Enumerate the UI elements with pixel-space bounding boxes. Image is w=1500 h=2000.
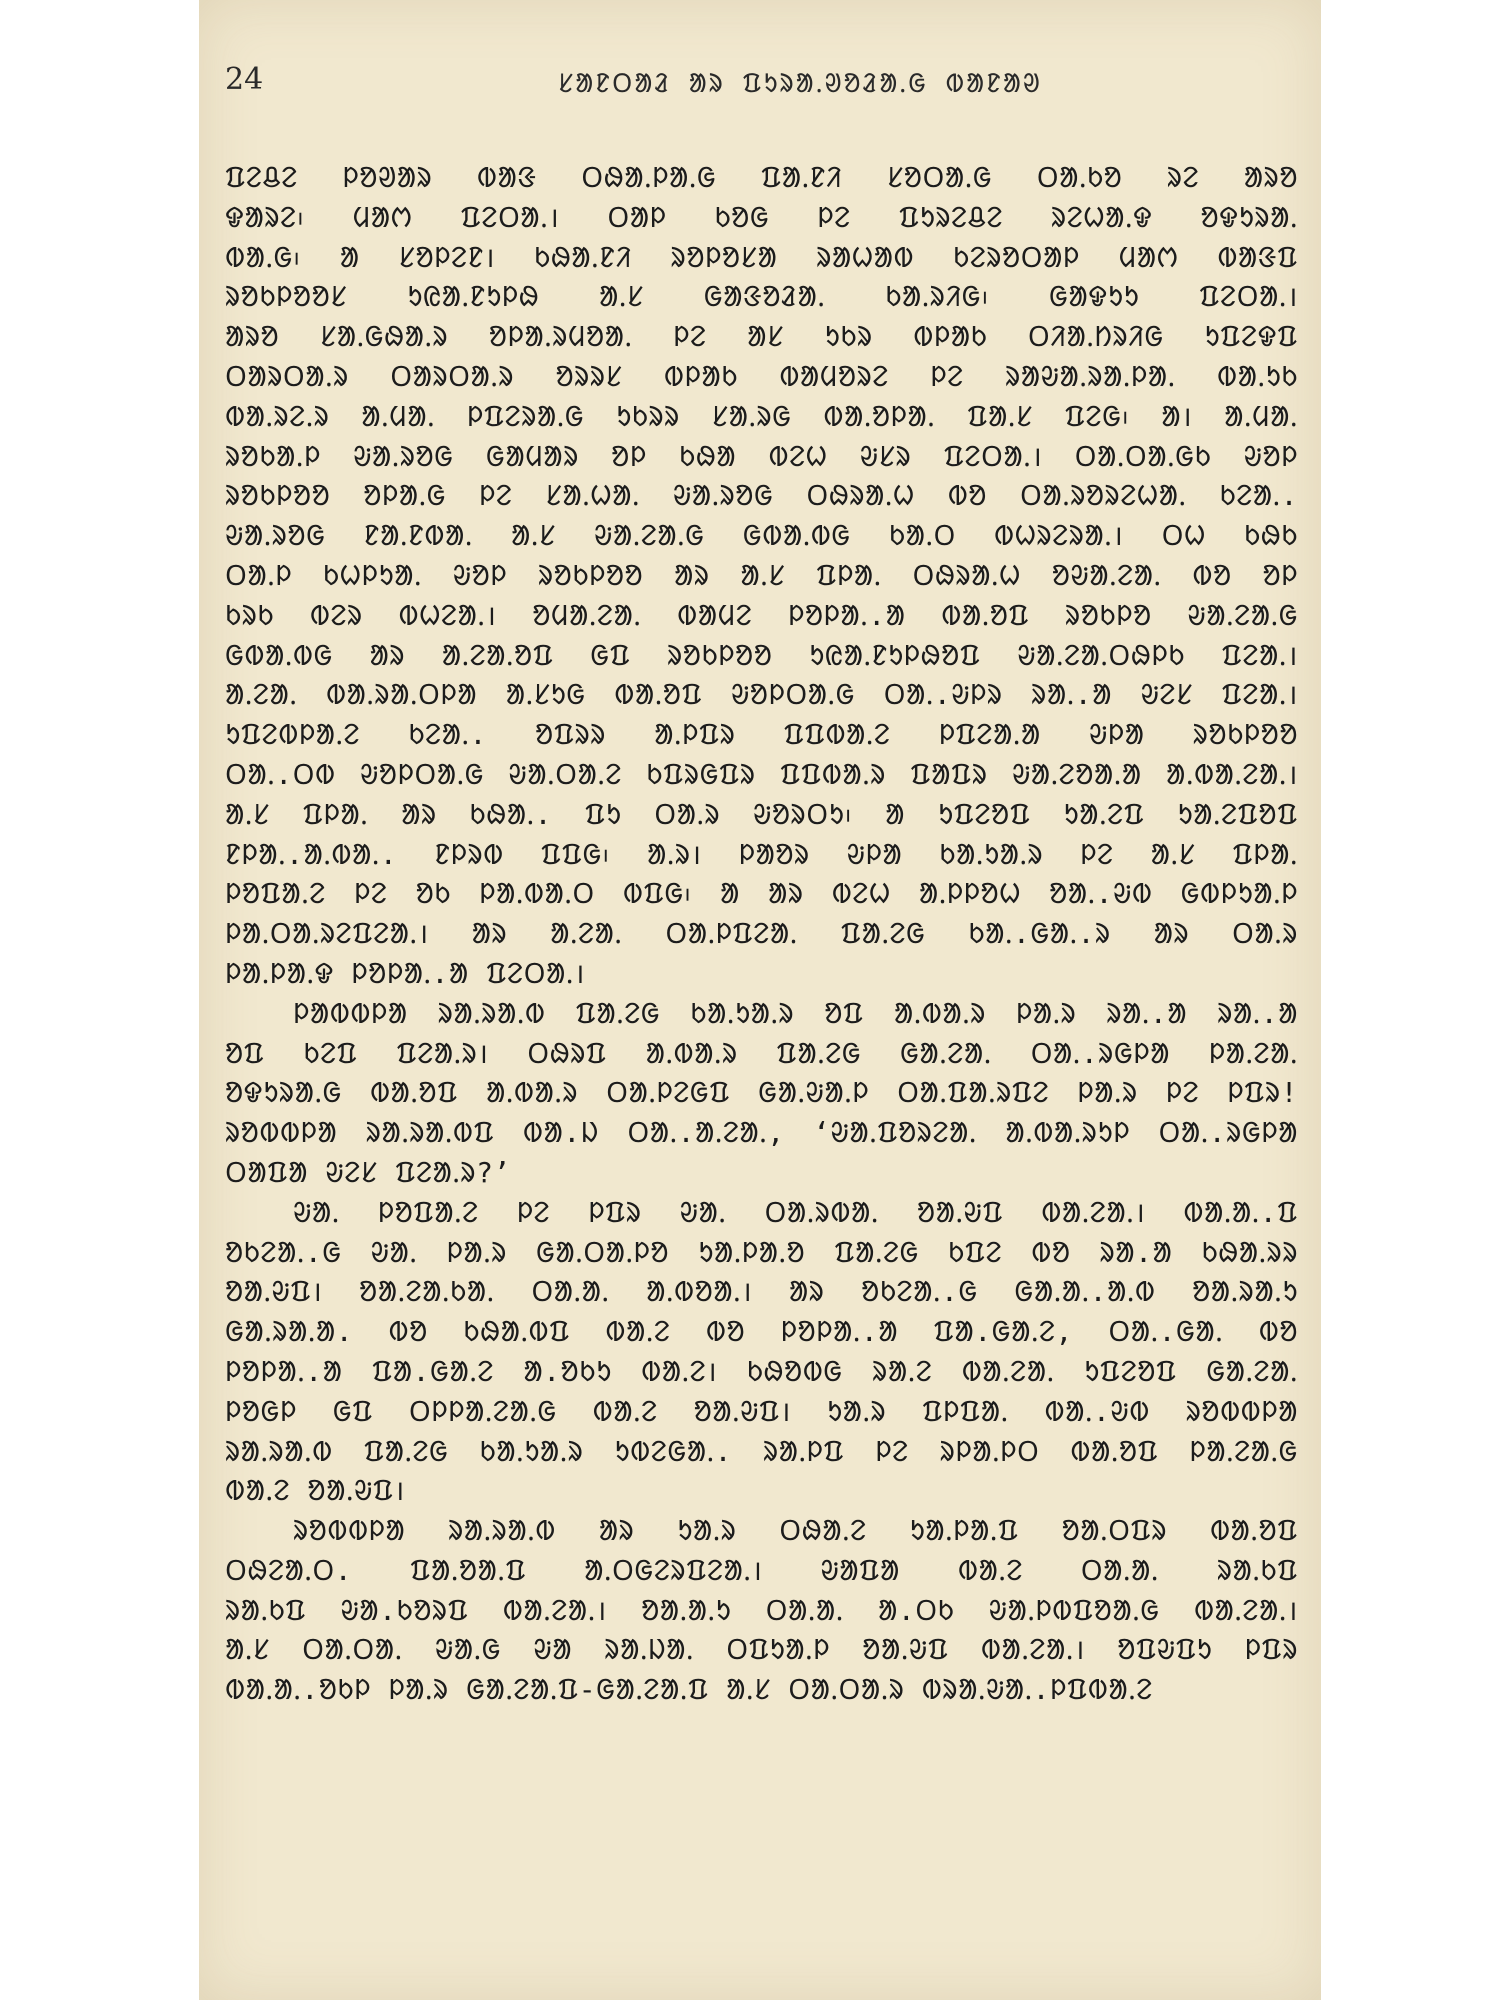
text-line: ᱞᱚᱯᱟᱹᱮ ᱞᱮ ᱚᱠ ᱞᱟᱹᱵᱟᱹᱛ ᱵᱯᱜ᱾ ᱟ ᱟᱨ ᱵᱮᱦ ᱟᱹᱞᱞᱚᱦ ᱚᱟᱹ.ᱶᱵ ᱜᱵᱞᱩᱟᱹᱞ bbox=[225, 877, 1298, 911]
page-header bbox=[199, 62, 1321, 102]
text-line: ᱞᱟᱵᱵᱞᱟ ᱨᱟᱹᱨᱟᱹᱵ ᱯᱟᱹᱮᱜ ᱠᱟᱹᱩᱟᱹᱨ ᱚᱯ ᱟᱹᱵᱟᱹᱨ ᱞᱟᱹᱨ ᱨᱟᱹ.ᱟ ᱨᱟᱹ.ᱟ bbox=[293, 996, 1298, 1030]
text-line: ᱯᱮᱪᱮ ᱞᱚᱣᱟᱨ ᱵᱟᱝ ᱛᱷᱟᱹᱞᱟᱹᱜ ᱯᱟᱹᱱᱤ ᱥᱚᱛᱟᱹᱜ ᱛᱟᱹᱠᱚ ᱨᱮ ᱟᱨᱚ bbox=[225, 161, 1298, 194]
text-line: ᱶᱟᱹᱨᱚᱜ ᱱᱟᱹᱱᱵᱟᱹ ᱟᱹᱥ ᱶᱟᱹᱮᱟᱹᱜ ᱜᱵᱟᱹᱵᱜ ᱠᱟᱹᱛ ᱵᱦᱨᱮᱨᱟᱹ। ᱛᱦ ᱠᱷᱠ bbox=[225, 519, 1298, 553]
text-line: ᱵᱟᱹᱮ ᱚᱟᱹᱶᱯ। bbox=[225, 1474, 405, 1508]
text-line: ᱜᱵᱟᱹᱵᱜ ᱟᱨ ᱟᱹᱮᱟᱹᱚᱯ ᱜᱯ ᱨᱚᱠᱞᱚᱚ ᱩᱭᱟᱹᱱᱩᱞᱷᱚᱯ ᱶᱟᱹᱮᱟᱹᱛᱷᱞᱠ ᱯᱮᱟᱹ। bbox=[225, 638, 1298, 672]
text-line: ᱱᱞᱟᱹ.ᱟᱹᱵᱟᱹ. ᱱᱞᱨᱵ ᱯᱯᱜ᱾ ᱟᱹᱨ। ᱞᱟᱚᱨ ᱶᱞᱟ ᱠᱟᱹᱩᱟᱹᱨ ᱞᱮ ᱟᱹᱥ ᱯᱞᱟᱹ bbox=[225, 837, 1298, 871]
text-line: ᱨᱚᱠᱞᱚᱚ ᱚᱞᱟᱹᱜ ᱞᱮ ᱥᱟᱹᱦᱟᱹ ᱶᱟᱹᱨᱚᱜ ᱛᱷᱨᱟᱹᱦ ᱵᱚ ᱛᱟᱹᱨᱚᱨᱮᱦᱟᱹ ᱠᱮᱟᱹ. bbox=[225, 479, 1298, 513]
text-line: ᱨᱟᱹᱨᱟᱹᱵ ᱯᱟᱹᱮᱜ ᱠᱟᱹᱩᱟᱹᱨ ᱩᱵᱮᱜᱟᱹ. ᱨᱟᱹᱞᱯ ᱞᱮ ᱨᱞᱟᱹᱞᱛ ᱵᱟᱹᱚᱯ ᱞᱟᱹᱮᱟᱹᱜ bbox=[225, 1434, 1298, 1468]
text-line: ᱟᱹᱥ ᱯᱞᱟᱹ ᱟᱨ ᱠᱷᱟᱹ. ᱯᱩ ᱛᱟᱹᱨ ᱶᱚᱨᱛᱩ᱾ ᱟ ᱩᱯᱮᱚᱯ ᱩᱟᱹᱮᱯ ᱩᱟᱹᱮᱯᱚᱯ bbox=[225, 797, 1298, 831]
text-line: ᱞᱟᱹᱛᱟᱹᱨᱮᱯᱮᱟᱹ। ᱟᱨ ᱟᱹᱮᱟᱹ ᱛᱟᱹᱞᱯᱮᱟᱹ ᱯᱟᱹᱮᱜ ᱠᱟᱹ.ᱜᱟᱹ.ᱨ ᱟᱨ ᱛᱟᱹᱨ bbox=[225, 917, 1298, 951]
page-number: 24 bbox=[225, 62, 264, 97]
text-line: ᱞᱟᱹᱞᱟᱹᱫ ᱞᱚᱞᱟᱹ.ᱟ ᱯᱮᱛᱟᱹ। bbox=[225, 956, 585, 990]
text-line: ᱟᱹᱮᱟᱹ ᱵᱟᱹᱨᱟᱹᱛᱞᱟ ᱟᱹᱥᱩᱜ ᱵᱟᱹᱚᱯ ᱶᱚᱞᱛᱟᱹᱜ ᱛᱟᱹ.ᱶᱞᱨ ᱨᱟᱹ.ᱟ ᱶᱮᱥ ᱯᱮᱟᱹ। bbox=[225, 678, 1298, 712]
text-line: ᱨᱚᱵᱵᱞᱟ ᱨᱟᱹᱨᱟᱹᱵᱯ ᱵᱟ.ᱡ ᱛᱟᱹ.ᱟᱹᱮᱟᱹ, ‘ᱶᱟᱹᱯᱚᱨᱮᱟᱹ ᱟᱹᱵᱟᱹᱨᱩᱞ ᱛᱟᱹ.ᱨᱜᱞᱟ bbox=[225, 1116, 1298, 1150]
text-line: ᱞᱚᱞᱟᱹ.ᱟ ᱯᱟ.ᱜᱟᱹᱮ ᱟ.ᱚᱠᱩ ᱵᱟᱹᱮ। ᱠᱷᱚᱵᱜ ᱨᱟᱹᱮ ᱵᱟᱹᱮᱟᱹ ᱩᱯᱮᱚᱯ ᱜᱟᱹᱮᱟᱹ bbox=[225, 1354, 1298, 1388]
text-line: ᱫᱟᱨᱮ᱾ ᱢᱟᱬ ᱯᱮᱛᱟᱹ। ᱛᱟᱞ ᱠᱚᱜ ᱞᱮ ᱯᱩᱨᱮᱪᱮ ᱨᱮᱦᱟᱹᱫ ᱚᱫᱩᱨᱟᱹ bbox=[225, 200, 1298, 234]
text-line: ᱛᱟᱯᱟ ᱶᱮᱥ ᱯᱮᱟᱹᱨ?’ bbox=[225, 1155, 511, 1189]
running-head: ᱥᱟᱱᱛᱟᱲ ᱟᱨ ᱯᱩᱨᱟᱹᱣᱚᱲᱟᱹᱜ ᱵᱟᱱᱟᱣ bbox=[558, 69, 1042, 99]
text-line: ᱨᱚᱵᱵᱞᱟ ᱨᱟᱹᱨᱟᱹᱵ ᱟᱨ ᱩᱟᱹᱨ ᱛᱷᱟᱹᱮ ᱩᱟᱹᱞᱟᱹᱯ ᱚᱟᱹᱛᱯᱨ ᱵᱟᱹᱚᱯ bbox=[293, 1514, 1298, 1548]
body-text bbox=[225, 158, 1298, 1710]
text-line: ᱵᱟᱹᱟᱹ.ᱚᱠᱞ ᱞᱟᱹᱨ ᱜᱟᱹᱮᱟᱹᱯ-ᱜᱟᱹᱮᱟᱹᱯ ᱟᱹᱥ ᱛᱟᱹᱛᱟᱹᱨ ᱵᱨᱟᱹᱶᱟᱹ.ᱞᱯᱵᱟᱹᱮ bbox=[225, 1673, 1153, 1707]
text-line: ᱨᱚᱠᱞᱚᱚᱥ ᱩᱭᱟᱹᱱᱩᱞᱷ ᱟᱹᱥ ᱜᱟᱝᱚᱲᱟᱹ ᱠᱟᱹᱨᱤᱜ᱾ ᱜᱟᱫᱩᱩ ᱯᱮᱛᱟᱹ। bbox=[225, 280, 1298, 314]
text-line: ᱟᱹᱥ ᱛᱟᱹᱛᱟᱹ ᱶᱟᱹᱜ ᱶᱟ ᱨᱟᱹᱡᱟᱹ ᱛᱯᱩᱟᱹᱞ ᱚᱟᱹᱶᱯ ᱵᱟᱹᱮᱟᱹ। ᱚᱯᱶᱯᱩ ᱞᱯᱨ bbox=[225, 1633, 1298, 1667]
text-line: ᱛᱷᱮᱟᱹᱛ. ᱯᱟᱹᱚᱟᱹᱯ ᱟᱹᱛᱜᱮᱨᱯᱮᱟᱹ। ᱶᱟᱯᱟ ᱵᱟᱹᱮ ᱛᱟᱹᱟᱹ ᱨᱟᱹᱠᱯ bbox=[225, 1553, 1298, 1587]
text-line: ᱟᱨᱚ ᱥᱟᱹᱜᱷᱟᱹᱨ ᱚᱞᱟᱹᱨᱢᱚᱟᱹ ᱞᱮ ᱟᱥ ᱩᱠᱨ ᱵᱞᱟᱠ ᱛᱤᱟᱹᱴᱨᱤᱜ ᱩᱯᱮᱫᱯ bbox=[225, 320, 1298, 354]
text-line: ᱚᱠᱮᱟᱹ.ᱜ ᱶᱟᱹ ᱞᱟᱹᱨ ᱜᱟᱹᱛᱟᱹᱞᱚ ᱩᱟᱹᱞᱟᱹᱚ ᱯᱟᱹᱮᱜ ᱠᱯᱮ ᱵᱚ ᱨᱟ.ᱟ ᱠᱷᱟᱹᱨᱨ bbox=[225, 1235, 1298, 1269]
text-line: ᱵᱟᱹᱨᱮᱹᱨ ᱟᱹᱢᱟᱹ ᱞᱯᱮᱨᱟᱹᱜ ᱩᱠᱨᱨ ᱥᱟᱹᱨᱜ ᱵᱟᱹᱚᱞᱟᱹ ᱯᱟᱹᱥ ᱯᱮᱜ᱾ ᱟ। ᱟᱹᱢᱟᱹ bbox=[225, 399, 1298, 433]
text-line: ᱞᱚᱜᱞ ᱜᱯ ᱛᱞᱞᱟᱹᱮᱟᱹᱜ ᱵᱟᱹᱮ ᱚᱟᱹᱶᱯ। ᱩᱟᱹᱨ ᱯᱞᱯᱟᱹ ᱵᱟᱹ.ᱶᱵ ᱨᱚᱵᱵᱞᱟ bbox=[225, 1394, 1298, 1428]
text-line: ᱨᱚᱠᱟᱹᱞ ᱶᱟᱹᱨᱚᱜ ᱜᱟᱢᱟᱨ ᱚᱞ ᱠᱷᱟ ᱵᱮᱦ ᱶᱥᱨ ᱯᱮᱛᱟᱹ। ᱛᱟᱹᱛᱟᱹᱜᱠ ᱶᱚᱞ bbox=[225, 439, 1298, 473]
text-line: ᱚᱟᱹᱶᱯ। ᱚᱟᱹᱮᱟᱹᱠᱟᱹ ᱛᱟᱹᱟᱹ ᱟᱹᱵᱚᱟᱹ। ᱟᱨ ᱚᱠᱮᱟᱹ.ᱜ ᱜᱟᱹᱟᱹ.ᱟᱹᱵ ᱚᱟᱹᱨᱟᱹᱩ bbox=[225, 1275, 1298, 1309]
text-line: ᱛᱟᱹᱞ ᱠᱦᱞᱩᱟᱹ ᱶᱚᱞ ᱨᱚᱠᱞᱚᱚ ᱟᱨ ᱟᱹᱥ ᱯᱞᱟᱹ ᱛᱷᱨᱟᱹᱦ ᱚᱶᱟᱹᱮᱟᱹ ᱵᱚ ᱚᱞ bbox=[225, 558, 1298, 592]
text-line: ᱵᱟᱹᱜ᱾ ᱟ ᱥᱚᱞᱮᱱ। ᱠᱷᱟᱹᱱᱤ ᱨᱚᱞᱚᱥᱟ ᱨᱟᱦᱟᱵ ᱠᱮᱨᱚᱛᱟᱞ ᱢᱟᱬ ᱵᱟᱝᱯ bbox=[225, 240, 1298, 274]
book-page bbox=[199, 0, 1321, 2000]
text-line: ᱠᱨᱠ ᱵᱮᱨ ᱵᱦᱮᱟᱹ। ᱚᱢᱟᱹᱮᱟᱹ ᱵᱟᱢᱮ ᱞᱚᱞᱟᱹ.ᱟ ᱵᱟᱹᱚᱯ ᱨᱚᱠᱞᱚ ᱶᱟᱹᱮᱟᱹᱜ bbox=[225, 598, 1298, 632]
text-line: ᱜᱟᱹᱨᱟᱹᱟ. ᱵᱚ ᱠᱷᱟᱹᱵᱯ ᱵᱟᱹᱮ ᱵᱚ ᱞᱚᱞᱟᱹ.ᱟ ᱯᱟ.ᱜᱟᱹᱮ, ᱛᱟᱹ.ᱜᱟᱹ ᱵᱚ bbox=[225, 1315, 1298, 1349]
text-line: ᱚᱯ ᱠᱮᱯ ᱯᱮᱟᱹᱨ। ᱛᱷᱨᱯ ᱟᱹᱵᱟᱹᱨ ᱯᱟᱹᱮᱜ ᱜᱟᱹᱮᱟᱹ ᱛᱟᱹ.ᱨᱜᱞᱟ ᱞᱟᱹᱮᱟᱹ bbox=[225, 1036, 1298, 1070]
text-line: ᱩᱯᱮᱵᱞᱟᱹᱮ ᱠᱮᱟᱹ. ᱚᱯᱨᱨ ᱟᱹᱞᱯᱨ ᱯᱯᱵᱟᱹᱮ ᱞᱯᱮᱟᱹᱟ ᱶᱞᱟ ᱨᱚᱠᱞᱚᱚ bbox=[225, 718, 1298, 752]
text-line: ᱚᱫᱩᱨᱟᱹᱜ ᱵᱟᱹᱚᱯ ᱟᱹᱵᱟᱹᱨ ᱛᱟᱹᱞᱮᱜᱯ ᱜᱟᱹᱶᱟᱹᱞ ᱛᱟᱹᱯᱟᱹᱨᱯᱮ ᱞᱟᱹᱨ ᱞᱮ ᱞᱯᱨ! bbox=[225, 1076, 1298, 1110]
text-line: ᱛᱟᱨᱛᱟᱹᱨ ᱛᱟᱨᱛᱟᱹᱨ ᱚᱨᱨᱥ ᱵᱞᱟᱠ ᱵᱟᱢᱚᱨᱮ ᱞᱮ ᱨᱟᱶᱟᱹᱨᱟᱹᱞᱟᱹ ᱵᱟᱹᱩᱠ bbox=[225, 359, 1298, 393]
text-line: ᱨᱟᱹᱠᱯ ᱶᱟ.ᱠᱚᱨᱯ ᱵᱟᱹᱮᱟᱹ। ᱚᱟᱹᱟᱹᱩ ᱛᱟᱹᱟᱹ ᱟ.ᱛᱠ ᱶᱟᱹᱞᱵᱯᱚᱟᱹᱜ ᱵᱟᱹᱮᱟᱹ। bbox=[225, 1593, 1298, 1627]
text-line: ᱶᱟᱹ ᱞᱚᱯᱟᱹᱮ ᱞᱮ ᱞᱯᱨ ᱶᱟᱹ ᱛᱟᱹᱨᱵᱟᱹ ᱚᱟᱹᱶᱯ ᱵᱟᱹᱮᱟᱹ। ᱵᱟᱹᱟᱹ.ᱯ bbox=[293, 1195, 1298, 1229]
text-line: ᱛᱟᱹ.ᱛᱵ ᱶᱚᱞᱛᱟᱹᱜ ᱶᱟᱹᱛᱟᱹᱮ ᱠᱯᱨᱜᱯᱨ ᱯᱯᱵᱟᱹᱨ ᱯᱟᱯᱨ ᱶᱟᱹᱮᱚᱟᱹᱟ ᱟᱹᱵᱟᱹᱮᱟᱹ। bbox=[225, 757, 1298, 791]
